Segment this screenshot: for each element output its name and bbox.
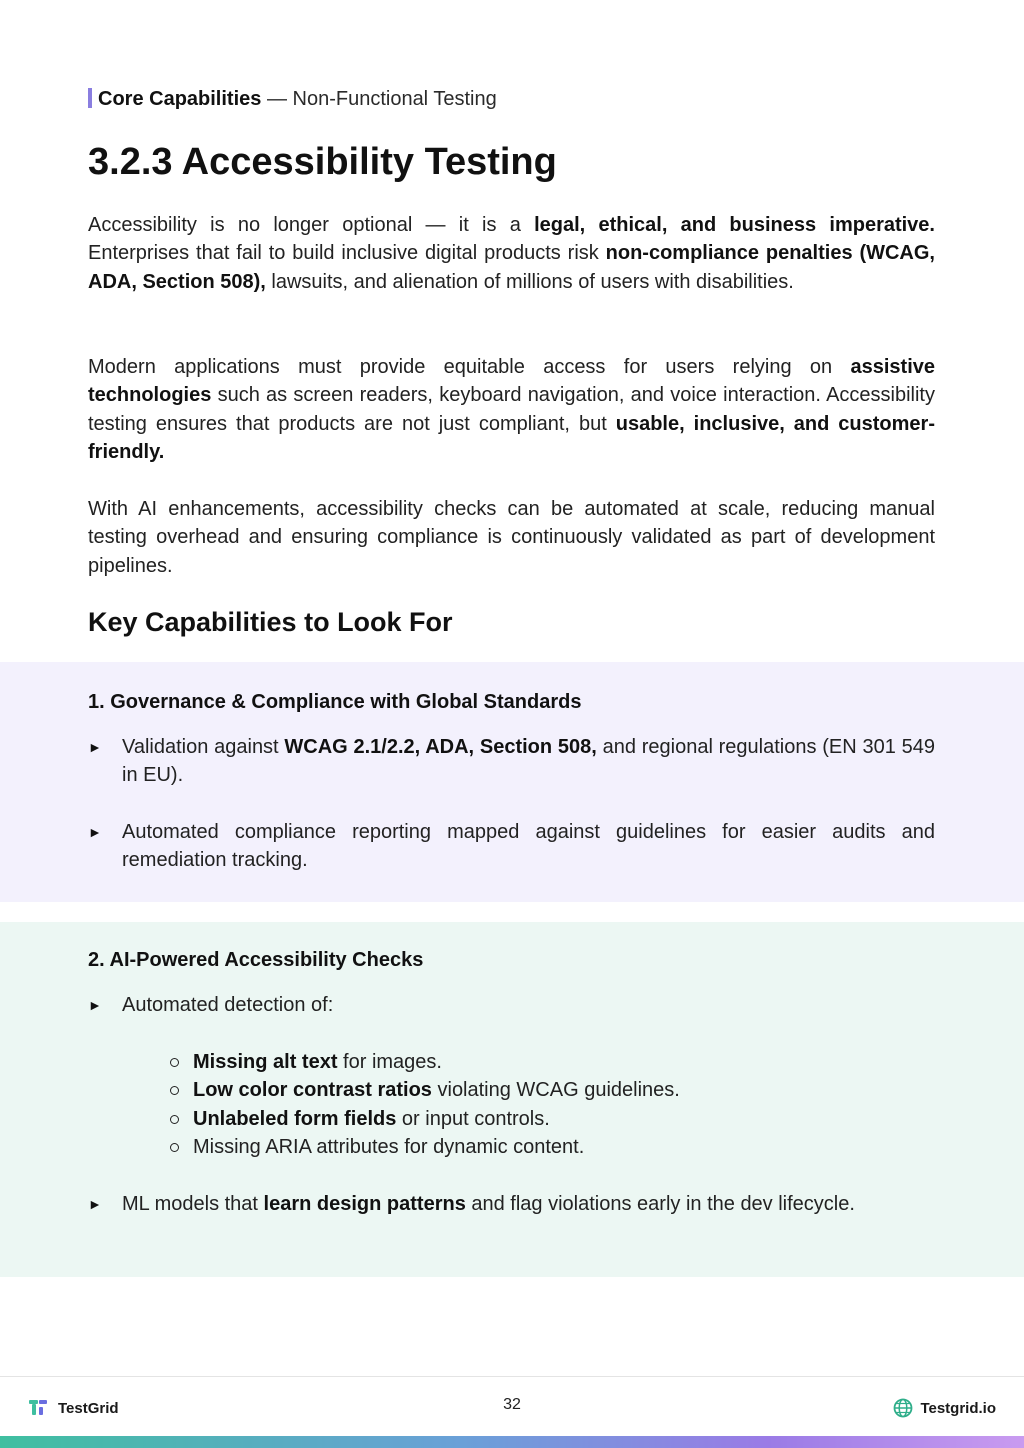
card-title-governance: 1. Governance & Compliance with Global Standards <box>88 691 582 713</box>
intro-paragraph-3: With AI enhancements, accessibility checks can be automated at scale, reducing manual testing overhead and ensuring compliance is continuously validated as part of development pipelines. <box>88 498 935 577</box>
card-title-ai-checks: 2. AI-Powered Accessibility Checks <box>88 949 424 971</box>
c1b1-bold: WCAG 2.1/2.2, ADA, Section 508, <box>284 736 597 758</box>
list-item <box>88 1190 935 1218</box>
p1-bold-b: non-compliance penalties (WCAG, ADA, Section 508), <box>88 242 935 293</box>
triangle-right-icon: ► <box>88 1196 102 1212</box>
triangle-right-icon: ► <box>88 997 102 1013</box>
p2-bold-a: assistive technologies <box>88 356 935 407</box>
sub-bold: Low color contrast ratios <box>193 1079 432 1102</box>
list-item <box>88 733 935 790</box>
triangle-right-icon: ► <box>88 824 102 840</box>
sublist-item <box>170 1133 930 1161</box>
intro-paragraph-2 <box>88 353 935 467</box>
hollow-circle-icon <box>170 1115 179 1124</box>
sub-text: violating WCAG guidelines. <box>431 1079 680 1102</box>
footer-brand-name: TestGrid <box>58 1399 119 1417</box>
sub-bold: Unlabeled form fields <box>193 1107 397 1130</box>
key-capabilities-heading: Key Capabilities to Look For <box>88 607 453 637</box>
p2-text-a: Modern applications must provide equitable access for users relying on <box>88 356 851 378</box>
footer-gradient-bar <box>0 1436 1024 1448</box>
breadcrumb <box>88 86 497 112</box>
sub-text: for images. <box>337 1051 442 1073</box>
sublist-item <box>170 1048 930 1076</box>
bullet-text: Automated detection of: <box>122 994 334 1016</box>
page-number: 32 <box>503 1396 521 1413</box>
sublist-item <box>170 1076 930 1104</box>
list-item <box>88 991 935 1019</box>
sub-bold: Missing alt text <box>193 1051 338 1073</box>
triangle-right-icon: ► <box>88 739 102 755</box>
c2b2-bold: learn design patterns <box>263 1193 466 1215</box>
hollow-circle-icon <box>170 1058 179 1067</box>
c2b2-text-a: ML models that <box>122 1193 264 1215</box>
p1-text-b: Enterprises that fail to build inclusive digital products risk <box>88 242 606 265</box>
sublist-item <box>170 1105 930 1133</box>
p2-text-b: such as screen readers, keyboard navigation, and voice interaction. Accessibility testing ensures that products are not just compliant, but <box>88 384 935 435</box>
sub-text: Missing ARIA attributes for dynamic content. <box>193 1136 585 1159</box>
p1-bold-a: legal, ethical, and business imperative. <box>534 214 935 236</box>
c1b1-text-b: and regional regulations (EN 301 549 in EU). <box>122 736 935 787</box>
p1-text-c: lawsuits, and alienation of millions of users with disabilities. <box>265 270 794 293</box>
hollow-circle-icon <box>170 1143 179 1152</box>
hollow-circle-icon <box>170 1086 179 1095</box>
intro-paragraph-1 <box>88 211 935 296</box>
breadcrumb-accent-bar <box>88 88 92 108</box>
footer-site-text: Testgrid.io <box>920 1399 996 1417</box>
footer-site-link[interactable] <box>893 1398 996 1418</box>
bullet-text: Automated compliance reporting mapped against guidelines for easier audits and remediation tracking. <box>122 821 935 872</box>
p2-bold-b: usable, inclusive, and customer-friendly. <box>88 412 935 464</box>
globe-icon <box>893 1398 913 1418</box>
capability-card-ai-checks <box>0 922 1024 1277</box>
detection-sublist <box>170 1048 930 1162</box>
footer-divider <box>0 1376 1024 1377</box>
breadcrumb-section: Core Capabilities <box>98 88 262 110</box>
list-item <box>88 818 935 875</box>
page-title: 3.2.3 Accessibility Testing <box>88 141 557 183</box>
p1-text-a: Accessibility is no longer optional — it is a <box>88 214 535 236</box>
capability-card-governance <box>0 662 1024 902</box>
bullet-text <box>122 733 935 790</box>
breadcrumb-subsection: — Non-Functional Testing <box>261 88 497 110</box>
bullet-text <box>122 1190 935 1218</box>
sub-text: or input controls. <box>396 1107 550 1130</box>
c1b1-text-a: Validation against <box>122 736 285 758</box>
c2b2-text-b: and flag violations early in the dev lifecycle. <box>465 1193 855 1215</box>
